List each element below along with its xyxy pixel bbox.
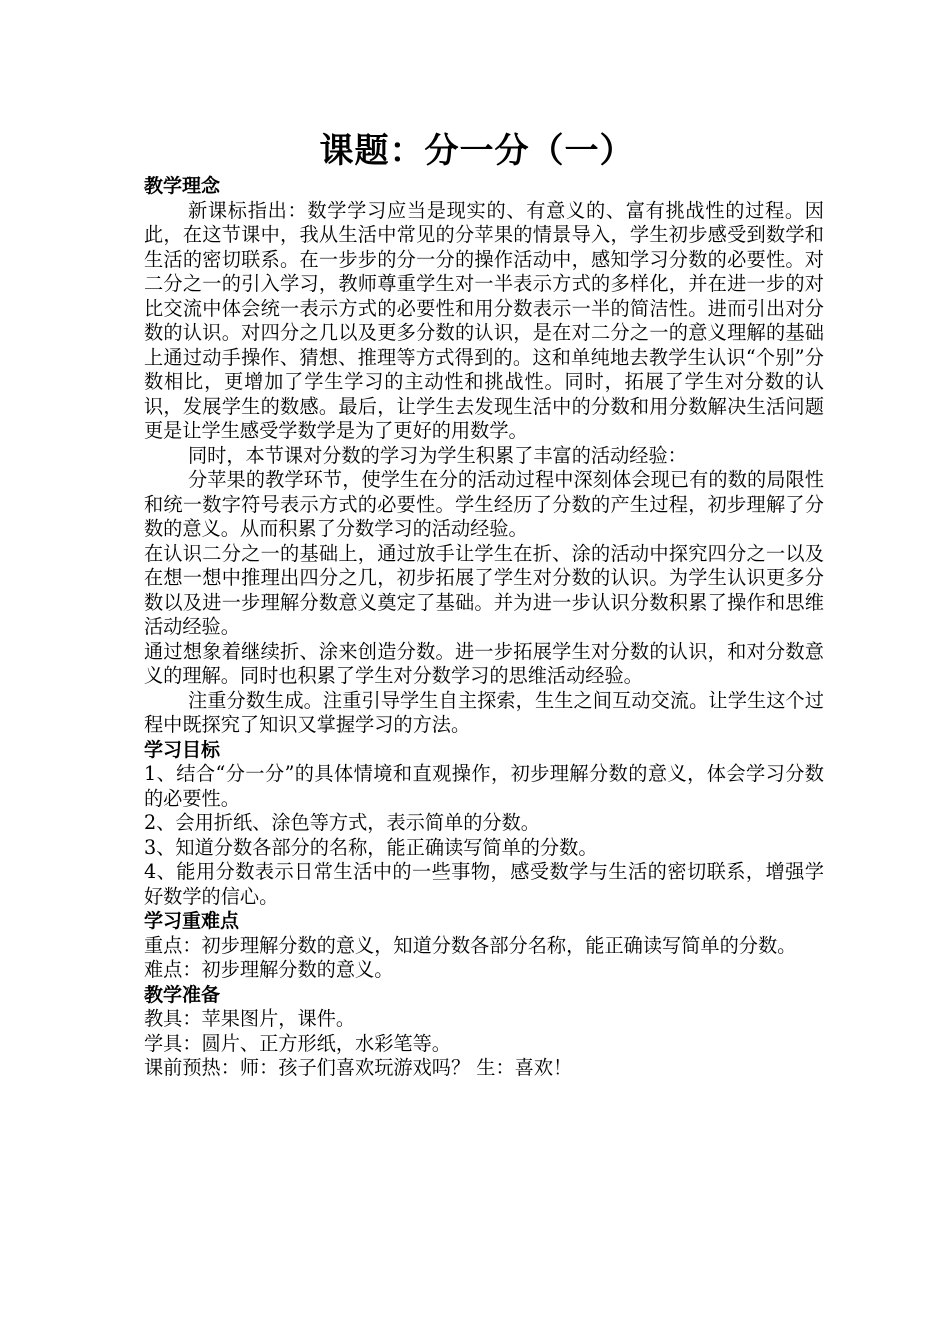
section-heading-philosophy: 教学理念 — [144, 175, 221, 197]
philosophy-paragraph: 注重分数生成。注重引导学生自主探索，生生之间互动交流。让学生这个过程中既探究了知识又掌握学习的方法。 — [144, 688, 824, 736]
key-point-item: 重点：初步理解分数的意义，知道分数各部分名称，能正确读写简单的分数。 — [144, 933, 797, 957]
preparation-item: 教具：苹果图片，课件。 — [144, 1007, 356, 1030]
document-page — [144, 128, 824, 1081]
preparation-item: 学具：圆片、正方形纸，水彩笔等。 — [144, 1031, 451, 1055]
philosophy-paragraph: 新课标指出：数学学习应当是现实的、有意义的、富有挑战性的过程。因此，在这节课中，我从生活中常见的分苹果的情景导入，学生初步感受到数学和生活的密切联系。在一步步的分一分的操作活动中，感知学习分数的必要性。对二分之一的引入学习，教师尊重学生对一半表示方式的多样化，并在进一步的对比交流中体会统一表示方式的必要性和用分数表示一半的简洁性。进而引出对分数的认识。对四分之几以及更多分数的认识，是在对二分之一的意义理解的基础上通过动手操作、猜想、推理等方式得到的。这和单纯地去教学生认识“个别”分数相比，更增加了学生学习的主动性和挑战性。同时，拓展了学生对分数的认识，发展学生的数感。最后，让学生去发现生活中的分数和用分数解决生活问题更是让学生感受学数学是为了更好的用数学。 — [144, 198, 824, 442]
goal-item: 3、知道分数各部分的名称，能正确读写简单的分数。 — [144, 835, 598, 859]
goal-item: 4、能用分数表示日常生活中的一些事物，感受数学与生活的密切联系，增强学好数学的信心。 — [144, 860, 824, 908]
philosophy-paragraph: 在认识二分之一的基础上，通过放手让学生在折、涂的活动中探究四分之一以及在想一想中推理出四分之几，初步拓展了学生对分数的认识。为学生认识更多分数以及进一步理解分数意义奠定了基础。并为进一步认识分数积累了操作和思维活动经验。 — [144, 541, 824, 638]
section-heading-goals: 学习目标 — [144, 738, 221, 761]
section-heading-key-points: 学习重难点 — [144, 910, 240, 932]
goal-item: 1、结合“分一分”的具体情境和直观操作，初步理解分数的意义，体会学习分数的必要性。 — [144, 762, 824, 810]
document-title: 课题：分一分（一） — [319, 131, 635, 171]
philosophy-paragraph: 分苹果的教学环节，使学生在分的活动过程中深刻体会现已有的数的局限性和统一数字符号表示方式的必要性。学生经历了分数的产生过程，初步理解了分数的意义。从而积累了分数学习的活动经验。 — [144, 468, 824, 540]
goal-item: 2、会用折纸、涂色等方式，表示简单的分数。 — [144, 811, 540, 834]
section-heading-preparation: 教学准备 — [144, 983, 221, 1006]
philosophy-paragraph: 通过想象着继续折、涂来创造分数。进一步拓展学生对分数的认识，和对分数意义的理解。同时也积累了学生对分数学习的思维活动经验。 — [144, 639, 824, 687]
philosophy-paragraph: 同时，本节课对分数的学习为学生积累了丰富的活动经验： — [188, 443, 687, 467]
preparation-item: 课前预热：师：孩子们喜欢玩游戏吗？ 生：喜欢！ — [144, 1056, 573, 1079]
key-point-item: 难点：初步理解分数的意义。 — [144, 958, 394, 981]
